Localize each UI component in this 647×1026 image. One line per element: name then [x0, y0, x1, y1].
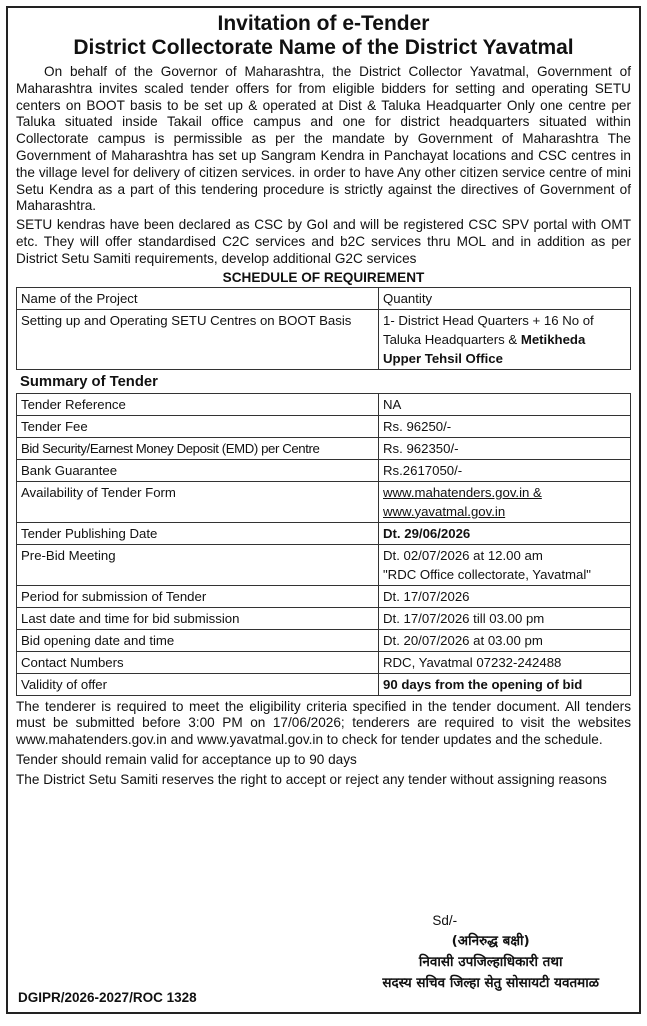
signatory-designation-2: सदस्य सचिव जिल्हा सेतु सोसायटी यवतमाळ	[382, 975, 599, 991]
pre-bid-venue: "RDC Office collectorate, Yavatmal"	[383, 566, 591, 582]
project-name: Setting up and Operating SETU Centres on BOOT Basis	[21, 312, 352, 328]
summary-value: NA	[379, 393, 631, 415]
tender-notice	[6, 6, 641, 1014]
tender-website-link-2[interactable]: www.yavatmal.gov.in	[383, 503, 506, 519]
schedule-table	[16, 287, 631, 370]
summary-value: Dt. 17/07/2026	[379, 585, 631, 607]
schedule-col-header-project: Name of the Project	[17, 287, 379, 309]
summary-value: RDC, Yavatmal 07232-242488	[379, 651, 631, 673]
summary-label: Bid opening date and time	[17, 629, 379, 651]
summary-heading: Summary of Tender	[20, 373, 158, 390]
schedule-col-header-quantity: Quantity	[379, 287, 631, 309]
table-row	[17, 585, 631, 607]
summary-label: Contact Numbers	[17, 651, 379, 673]
eligibility-paragraph: The tenderer is required to meet the eligibility criteria specified in the tender document. All tenders must be submitted before 3:00 PM on 17/06/2026; tenderers are required to visit the websites www.mahatenders.gov.in and www.yavatmal.gov.in to check for tender updates and the schedule.	[16, 698, 631, 748]
rights-paragraph: The District Setu Samiti reserves the right to accept or reject any tender without assigning reasons	[16, 771, 607, 787]
setu-paragraph: SETU kendras have been declared as CSC by GoI and will be registered CSC SPV portal with OMT etc. They will offer standardised C2C services and b2C services thru MOL and in addition as per District Setu Samiti requirements, develop additional G2C services	[16, 217, 631, 266]
signature-sd: Sd/-	[432, 913, 458, 928]
summary-label: Availability of Tender Form	[17, 481, 379, 522]
table-row	[17, 607, 631, 629]
summary-label: Last date and time for bid submission	[17, 607, 379, 629]
validity-paragraph: Tender should remain valid for acceptance up to 90 days	[16, 751, 357, 767]
summary-value: Rs.2617050/-	[379, 459, 631, 481]
table-row	[17, 481, 631, 522]
table-row	[17, 459, 631, 481]
table-row	[17, 437, 631, 459]
table-row	[17, 651, 631, 673]
table-row	[17, 309, 631, 369]
summary-value-cell	[379, 544, 631, 585]
summary-label: Tender Reference	[17, 393, 379, 415]
summary-value: Dt. 17/07/2026 till 03.00 pm	[379, 607, 631, 629]
table-row	[17, 522, 631, 544]
summary-value: Rs. 96250/-	[379, 415, 631, 437]
intro-paragraph: On behalf of the Governor of Maharashtra, the District Collector Yavatmal, Government of Maharashtra invites scaled tender offers for from eligible bidders for setting and operating SETU centers on BOOT basis to be set up & operated at Dist & Taluka Headquarter Only one centre per Taluka situated inside Takail office campus and one for district headquarters situated within Collectorate campus is permissible as per the mandate by Government of Maharashtra The Government of Maharashtra has set up Sangram Kendra in Panchayat locations and CSC centres in the village level for delivery of citizen services. in order to have Any other citizen service centre of mini Setu Kendra as a part of this tendering procedure is strictly against the directives of Government of Maharashtra.	[16, 64, 631, 214]
signatory-designation-1: निवासी उपजिल्हाधिकारी तथा	[418, 954, 563, 970]
summary-label: Bank Guarantee	[17, 459, 379, 481]
quantity-text: 1- District Head Quarters + 16 No of Taluka Headquarters &	[383, 312, 594, 347]
table-row	[17, 544, 631, 585]
schedule-quantity-cell	[379, 309, 631, 369]
summary-value: Rs. 962350/-	[379, 437, 631, 459]
summary-value: 90 days from the opening of bid	[379, 673, 631, 695]
schedule-project-cell	[17, 309, 379, 369]
summary-table	[16, 393, 631, 696]
schedule-heading: SCHEDULE OF REQUIREMENT	[222, 269, 425, 285]
summary-label: Tender Fee	[17, 415, 379, 437]
signatory-name: (अनिरुद्ध बक्षी)	[451, 933, 530, 949]
signature-block	[382, 910, 599, 994]
summary-label: Tender Publishing Date	[17, 522, 379, 544]
summary-label: Pre-Bid Meeting	[17, 544, 379, 585]
notice-subtitle: District Collectorate Name of the District Yavatmal	[73, 36, 574, 59]
reference-code: DGIPR/2026-2027/ROC 1328	[18, 990, 197, 1005]
tender-website-link-1[interactable]: www.mahatenders.gov.in &	[383, 484, 542, 500]
summary-value-cell	[379, 481, 631, 522]
quantity-bold-text: Metikheda Upper Tehsil Office	[383, 331, 586, 366]
summary-label: Period for submission of Tender	[17, 585, 379, 607]
summary-label: Bid Security/Earnest Money Deposit (EMD) per Centre	[17, 437, 379, 459]
table-row	[17, 287, 631, 309]
table-row	[17, 415, 631, 437]
table-row	[17, 393, 631, 415]
table-row	[17, 673, 631, 695]
summary-value: Dt. 29/06/2026	[379, 522, 631, 544]
summary-label: Validity of offer	[17, 673, 379, 695]
pre-bid-date: Dt. 02/07/2026 at 12.00 am	[383, 547, 543, 563]
table-row	[17, 629, 631, 651]
notice-title: Invitation of e-Tender	[217, 12, 430, 35]
summary-value: Dt. 20/07/2026 at 03.00 pm	[379, 629, 631, 651]
